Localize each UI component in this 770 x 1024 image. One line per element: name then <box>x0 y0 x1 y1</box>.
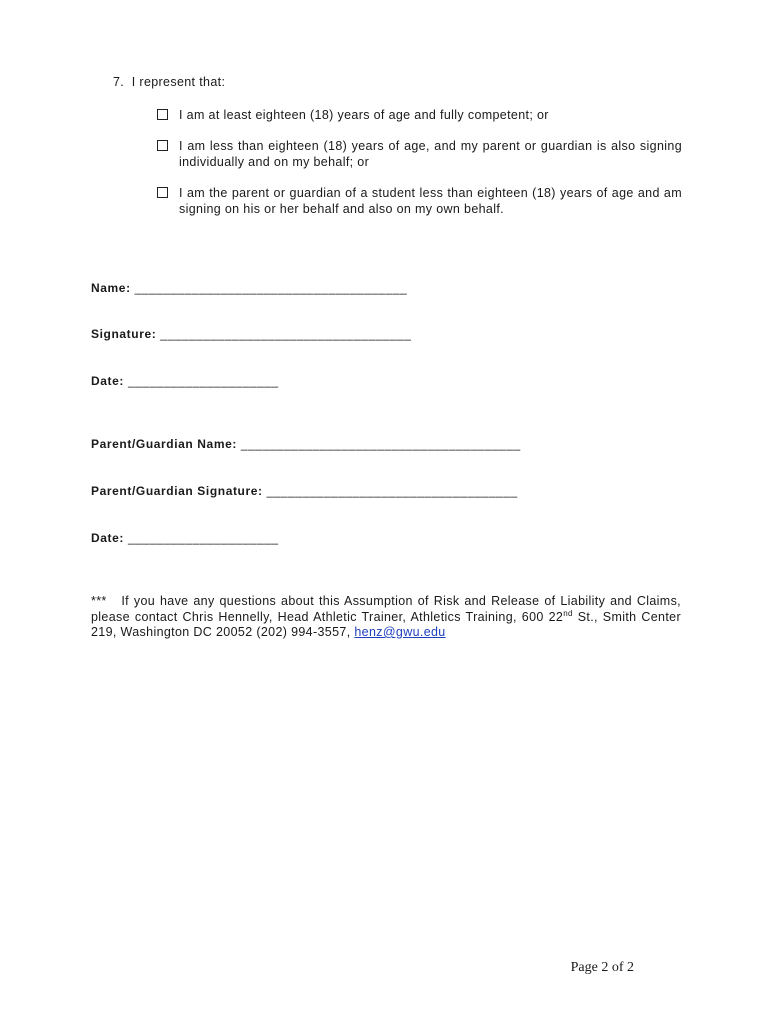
signature-label: Signature: <box>91 327 157 341</box>
signature-line[interactable]: ___________________________________ <box>160 327 412 341</box>
option-minor[interactable] <box>157 139 682 170</box>
note-text-2: St., Smith Center 219, Washington DC 20052 (202) 994-3557, <box>91 609 681 639</box>
date-line[interactable]: _____________________ <box>127 374 279 388</box>
page-number: Page 2 of 2 <box>570 960 634 975</box>
date2-label: Date: <box>91 531 125 545</box>
item-7-heading <box>113 75 225 90</box>
parent-name-field[interactable] <box>91 437 521 451</box>
contact-note <box>91 594 681 641</box>
item-text: I represent that: <box>131 75 226 89</box>
name-field[interactable] <box>91 281 407 295</box>
parent-signature-label: Parent/Guardian Signature: <box>91 484 263 498</box>
parent-name-label: Parent/Guardian Name: <box>91 437 237 451</box>
checkbox-adult[interactable] <box>157 109 168 120</box>
option-minor-text: I am less than eighteen (18) years of age, and my parent or guardian is also signing individually and on my behalf; or <box>179 139 682 169</box>
date2-field[interactable] <box>91 531 279 545</box>
option-adult[interactable] <box>157 108 682 124</box>
contact-email-link[interactable]: henz@gwu.edu <box>354 625 446 639</box>
parent-name-line[interactable]: _______________________________________ <box>240 437 521 451</box>
date-field[interactable] <box>91 374 279 388</box>
option-parent[interactable] <box>157 186 682 217</box>
checkbox-minor[interactable] <box>157 140 168 151</box>
note-text-1: If you have any questions about this Assumption of Risk and Release of Liability and Claims, please contact Chris Hennelly, Head Athletic Trainer, Athletics Training, 600 22 <box>91 594 681 624</box>
date-label: Date: <box>91 374 125 388</box>
option-parent-text: I am the parent or guardian of a student less than eighteen (18) years of age and am signing on his or her behalf and also on my own behalf. <box>179 186 682 216</box>
note-stars: *** <box>91 594 107 608</box>
date2-line[interactable]: _____________________ <box>127 531 279 545</box>
signature-field[interactable] <box>91 327 411 341</box>
note-superscript: nd <box>563 608 573 618</box>
name-label: Name: <box>91 281 131 295</box>
parent-signature-line[interactable]: ___________________________________ <box>266 484 518 498</box>
name-line[interactable]: ______________________________________ <box>134 281 408 295</box>
item-number: 7. <box>113 75 125 89</box>
parent-signature-field[interactable] <box>91 484 518 498</box>
option-adult-text: I am at least eighteen (18) years of age and fully competent; or <box>179 108 549 122</box>
checkbox-parent[interactable] <box>157 187 168 198</box>
